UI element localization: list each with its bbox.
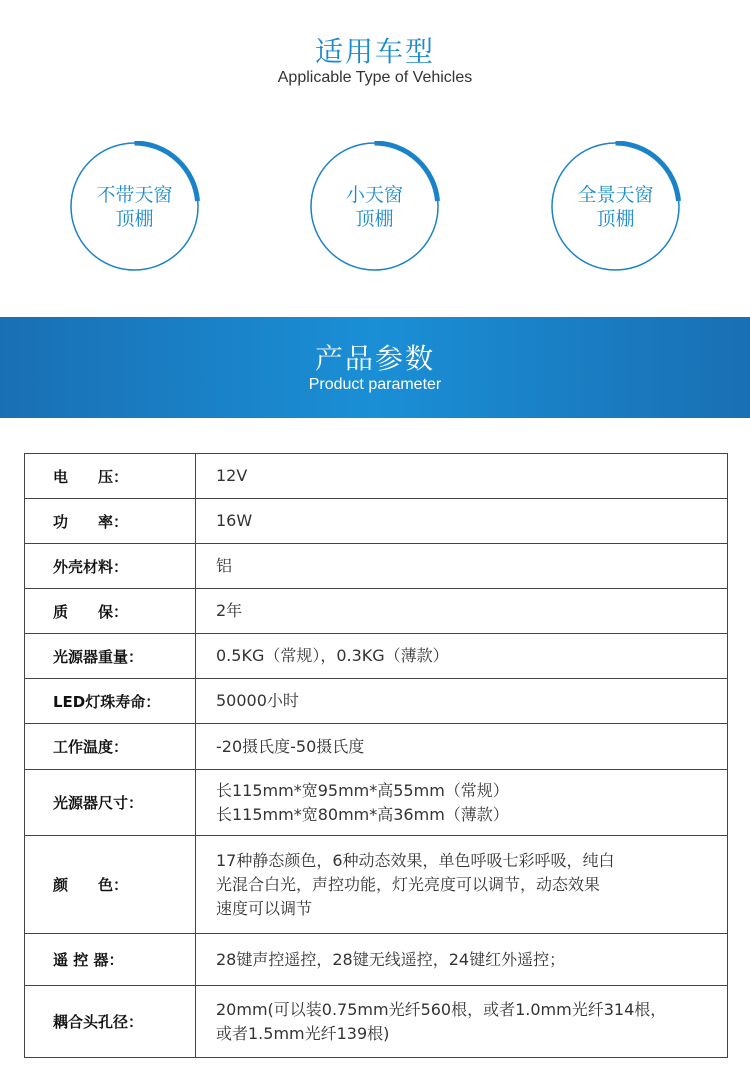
param-value: 铝 <box>196 544 728 589</box>
param-value: 0.5KG（常规），0.3KG（薄款） <box>196 634 728 679</box>
table-row <box>25 634 728 679</box>
param-key: 工作温度： <box>25 724 196 770</box>
table-row <box>25 589 728 634</box>
param-key: 光源器尺寸： <box>25 770 196 836</box>
vehicle-type-line2: 顶棚 <box>355 207 394 230</box>
table-row <box>25 934 728 986</box>
section-subtitle: Applicable Type of Vehicles <box>277 69 473 86</box>
vehicle-type-line2: 顶棚 <box>115 207 154 230</box>
param-value: 2年 <box>196 589 728 634</box>
table-row <box>25 544 728 589</box>
param-key: 光源器重量： <box>25 634 196 679</box>
param-value: 12V <box>196 454 728 499</box>
table-row <box>25 454 728 499</box>
param-key: 功 率： <box>25 499 196 544</box>
table-row <box>25 836 728 934</box>
section-title: 适用车型 <box>314 35 435 68</box>
param-value: 17种静态颜色，6种动态效果，单色呼吸七彩呼吸，纯白 光混合白光，声控功能，灯光亮度可以调节，动态效果 速度可以调节 <box>196 836 728 934</box>
param-key: LED灯珠寿命： <box>25 679 196 724</box>
banner-subtitle: Product parameter <box>308 376 442 393</box>
table-row <box>25 499 728 544</box>
param-key: 外壳材料： <box>25 544 196 589</box>
vehicle-type-line1: 不带天窗 <box>96 183 173 206</box>
param-value: -20摄氏度-50摄氏度 <box>196 724 728 770</box>
param-key: 遥 控 器： <box>25 934 196 986</box>
param-value: 20mm(可以装0.75mm光纤560根，或者1.0mm光纤314根， 或者1.5mm光纤139根) <box>196 986 728 1058</box>
param-value: 28键声控遥控，28键无线遥控，24键红外遥控； <box>196 934 728 986</box>
table-row <box>25 770 728 836</box>
table-row <box>25 724 728 770</box>
vehicle-type-line2: 顶棚 <box>596 207 635 230</box>
banner-title: 产品参数 <box>314 342 435 375</box>
param-key: 质 保： <box>25 589 196 634</box>
params-table <box>24 453 728 1058</box>
param-key: 电 压： <box>25 454 196 499</box>
param-value: 16W <box>196 499 728 544</box>
param-key: 耦合头孔径： <box>25 986 196 1058</box>
vehicle-type-line1: 全景天窗 <box>577 183 654 206</box>
param-key: 颜 色： <box>25 836 196 934</box>
vehicle-type-line1: 小天窗 <box>345 183 403 206</box>
vehicle-type-circle <box>550 141 681 272</box>
params-banner <box>0 317 750 418</box>
param-value: 长115mm*宽95mm*高55mm（常规） 长115mm*宽80mm*高36mm（薄款） <box>196 770 728 836</box>
table-row <box>25 679 728 724</box>
vehicle-type-circle <box>69 141 200 272</box>
vehicle-type-circle <box>309 141 440 272</box>
table-row <box>25 986 728 1058</box>
param-value: 50000小时 <box>196 679 728 724</box>
